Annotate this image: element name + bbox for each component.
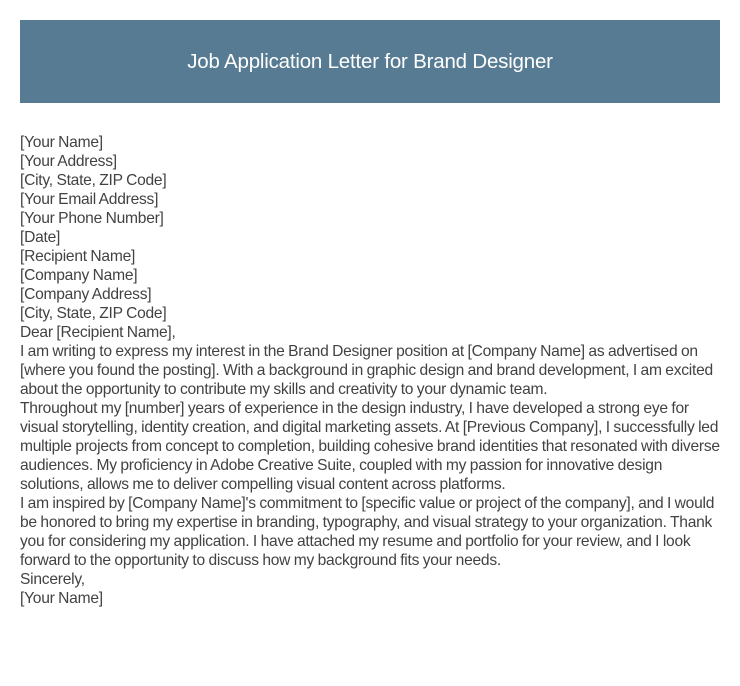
sender-block (20, 133, 724, 228)
letter-body (20, 133, 724, 608)
signature: [Your Name] (20, 590, 103, 607)
sender-email: [Your Email Address] (20, 191, 159, 208)
sender-phone: [Your Phone Number] (20, 210, 164, 227)
salutation: Dear [Recipient Name], (20, 324, 176, 341)
closing: Sincerely, (20, 571, 85, 588)
body-paragraph-1: I am writing to express my interest in the Brand Designer position at [Company Name] as advertised on [where you found the posting]. With a background in graphic design and brand development, I am excited about the opportunity to contribute my skills and creativity to your dynamic team. (20, 343, 713, 398)
body-paragraph-2: Throughout my [number] years of experience in the design industry, I have developed a strong eye for visual storytelling, identity creation, and digital marketing assets. At [Previous Company], I successfully led multiple projects from concept to completion, building cohesive brand identities that resonated with diverse audiences. My proficiency in Adobe Creative Suite, coupled with my passion for innovative design solutions, allows me to deliver compelling visual content across platforms. (20, 400, 720, 493)
sender-name: [Your Name] (20, 134, 103, 151)
body-paragraph-3: I am inspired by [Company Name]'s commitment to [specific value or project of the company], and I would be honored to bring my expertise in branding, typography, and visual strategy to your organization. Thank you for considering my application. I have attached my resume and portfolio for your review, and I look forward to the opportunity to discuss how my background fits your needs. (20, 495, 715, 569)
title-banner (20, 20, 720, 103)
sender-address: [Your Address] (20, 153, 117, 170)
letter-date: [Date] (20, 229, 61, 246)
recipient-company-address: [Company Address] (20, 286, 152, 303)
sender-city-state-zip: [City, State, ZIP Code] (20, 172, 167, 189)
recipient-block (20, 247, 724, 323)
recipient-company: [Company Name] (20, 267, 138, 284)
page-title: Job Application Letter for Brand Designer (187, 49, 553, 73)
recipient-name: [Recipient Name] (20, 248, 136, 265)
recipient-city-state-zip: [City, State, ZIP Code] (20, 305, 167, 322)
